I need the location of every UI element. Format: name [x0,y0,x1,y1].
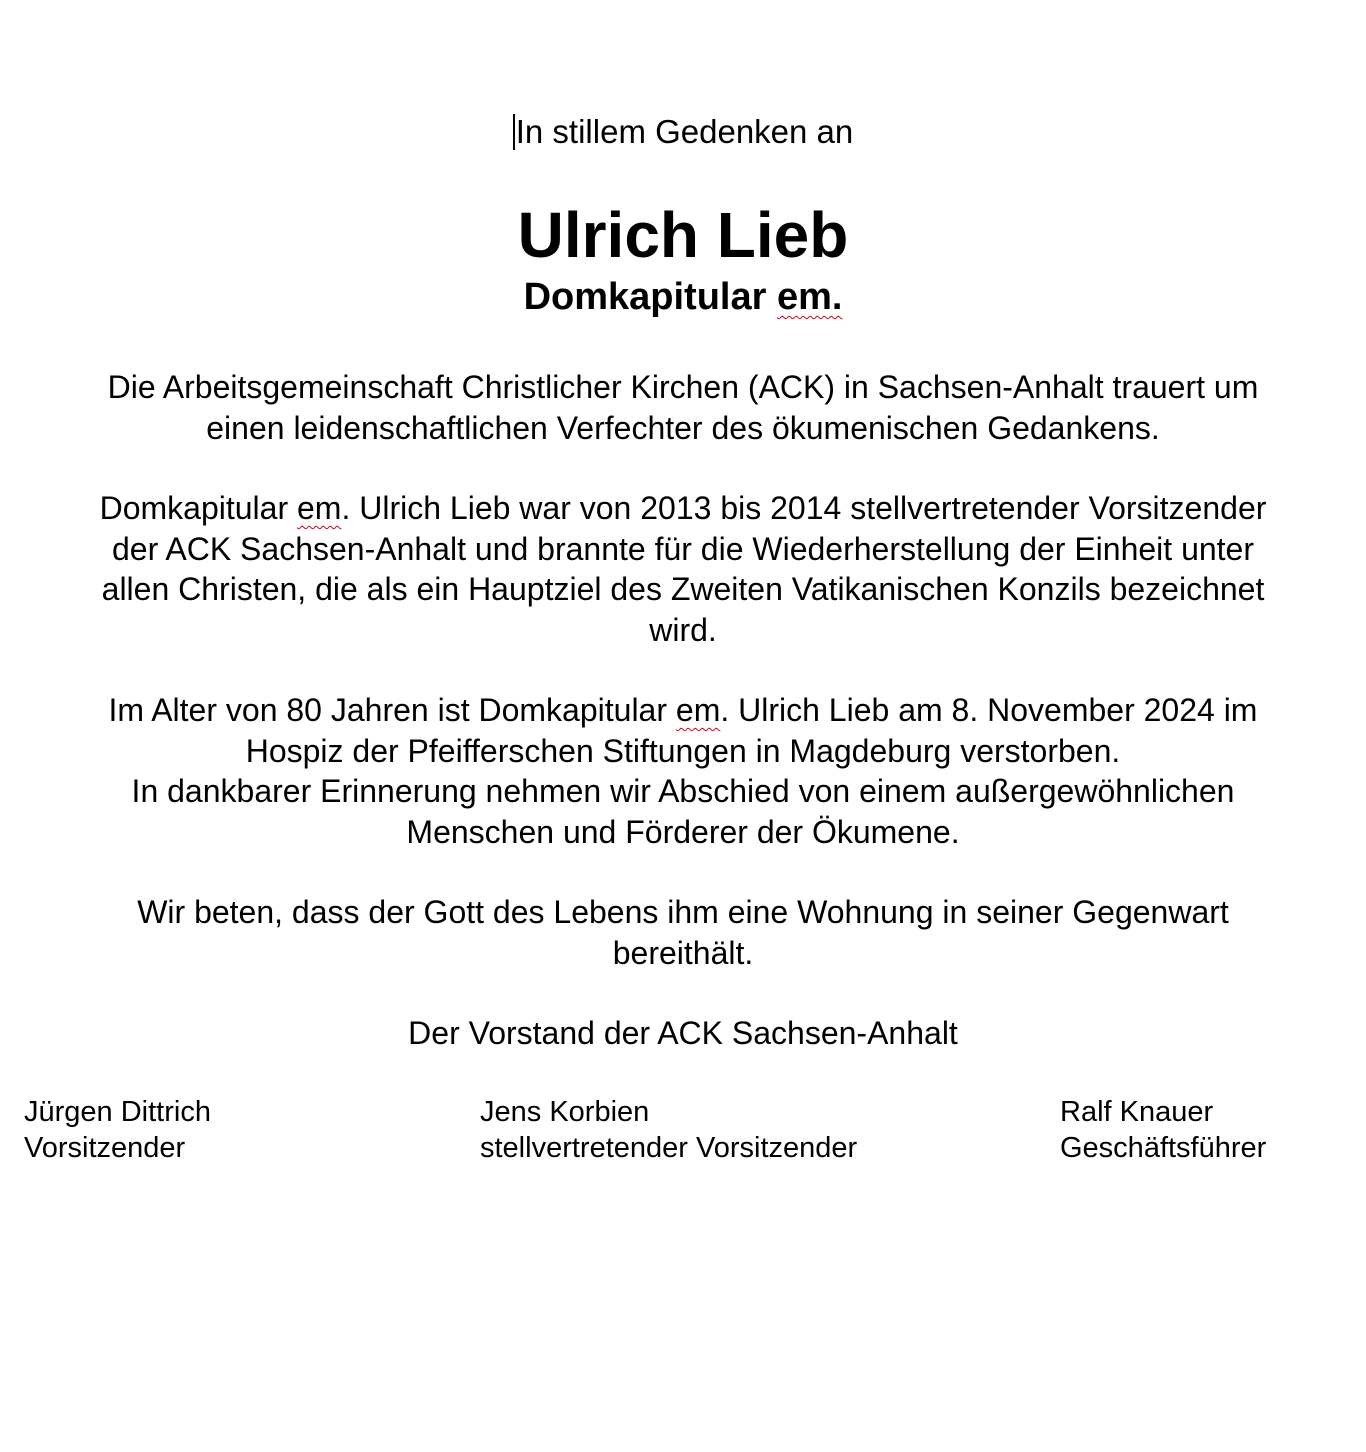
signatory-role: Vorsitzender [24,1132,186,1164]
signatory-chair [24,1094,211,1166]
signatory-role: stellvertretender Vorsitzender [480,1132,858,1164]
deceased-title [30,274,1336,320]
title-abbrev: em. [776,276,843,318]
text-segment: Im Alter von 80 Jahren ist Domkapitular [108,692,676,728]
paragraph-line: Wir beten, dass der Gott des Lebens ihm eine Wohnung in seiner Gegenwart [137,894,1229,930]
paragraph-line [30,690,1336,731]
spellcheck-word: em [297,490,342,526]
signatory-manager [1060,1094,1266,1166]
paragraph-line: einen leidenschaftlichen Verfechter des ökumenischen Gedankens. [206,409,1160,446]
text-segment: . Ulrich Lieb war von 2013 bis 2014 stellvertretender Vorsitzender [341,490,1267,526]
paragraph-biography [30,488,1336,650]
paragraph-line: Hospiz der Pfeifferschen Stiftungen in Magdeburg verstorben. [245,732,1121,769]
paragraph-prayer [30,892,1336,973]
paragraph-mourning [30,367,1336,448]
text-segment: . Ulrich Lieb am 8. November 2024 im [720,692,1258,728]
paragraph-line: wird. [649,611,717,648]
paragraph-line: Die Arbeitsgemeinschaft Christlicher Kirchen (ACK) in Sachsen-Anhalt trauert um [107,369,1259,405]
spellcheck-word: em [675,692,721,728]
paragraph-line: bereithält. [612,934,754,971]
paragraph-death-notice [30,690,1336,852]
paragraph-line: Menschen und Förderer der Ökumene. [406,813,960,850]
signatory-role: Geschäftsführer [1060,1132,1267,1164]
signatory-name: Jürgen Dittrich [24,1096,211,1128]
signatory-name: Ralf Knauer [1060,1096,1214,1128]
paragraph-line: allen Christen, die als ein Hauptziel des Zweiten Vatikanischen Konzils bezeichnet [101,571,1265,607]
intro-line [30,112,1336,152]
paragraph-line: In dankbarer Erinnerung nehmen wir Abschied von einem außergewöhnlichen [131,773,1235,809]
intro-text: In stillem Gedenken an [515,113,854,150]
deceased-name: Ulrich Lieb [517,199,849,271]
signatory-name: Jens Korbien [480,1096,650,1128]
paragraph-line: der ACK Sachsen-Anhalt und brannte für die Wiederherstellung der Einheit unter [111,530,1254,567]
paragraph-line [30,488,1336,529]
text-segment: Domkapitular [99,490,297,526]
title-word: Domkapitular [523,276,767,318]
signatory-vice-chair [480,1094,857,1166]
text-cursor [513,114,515,150]
board-line: Der Vorstand der ACK Sachsen-Anhalt [408,1015,958,1051]
